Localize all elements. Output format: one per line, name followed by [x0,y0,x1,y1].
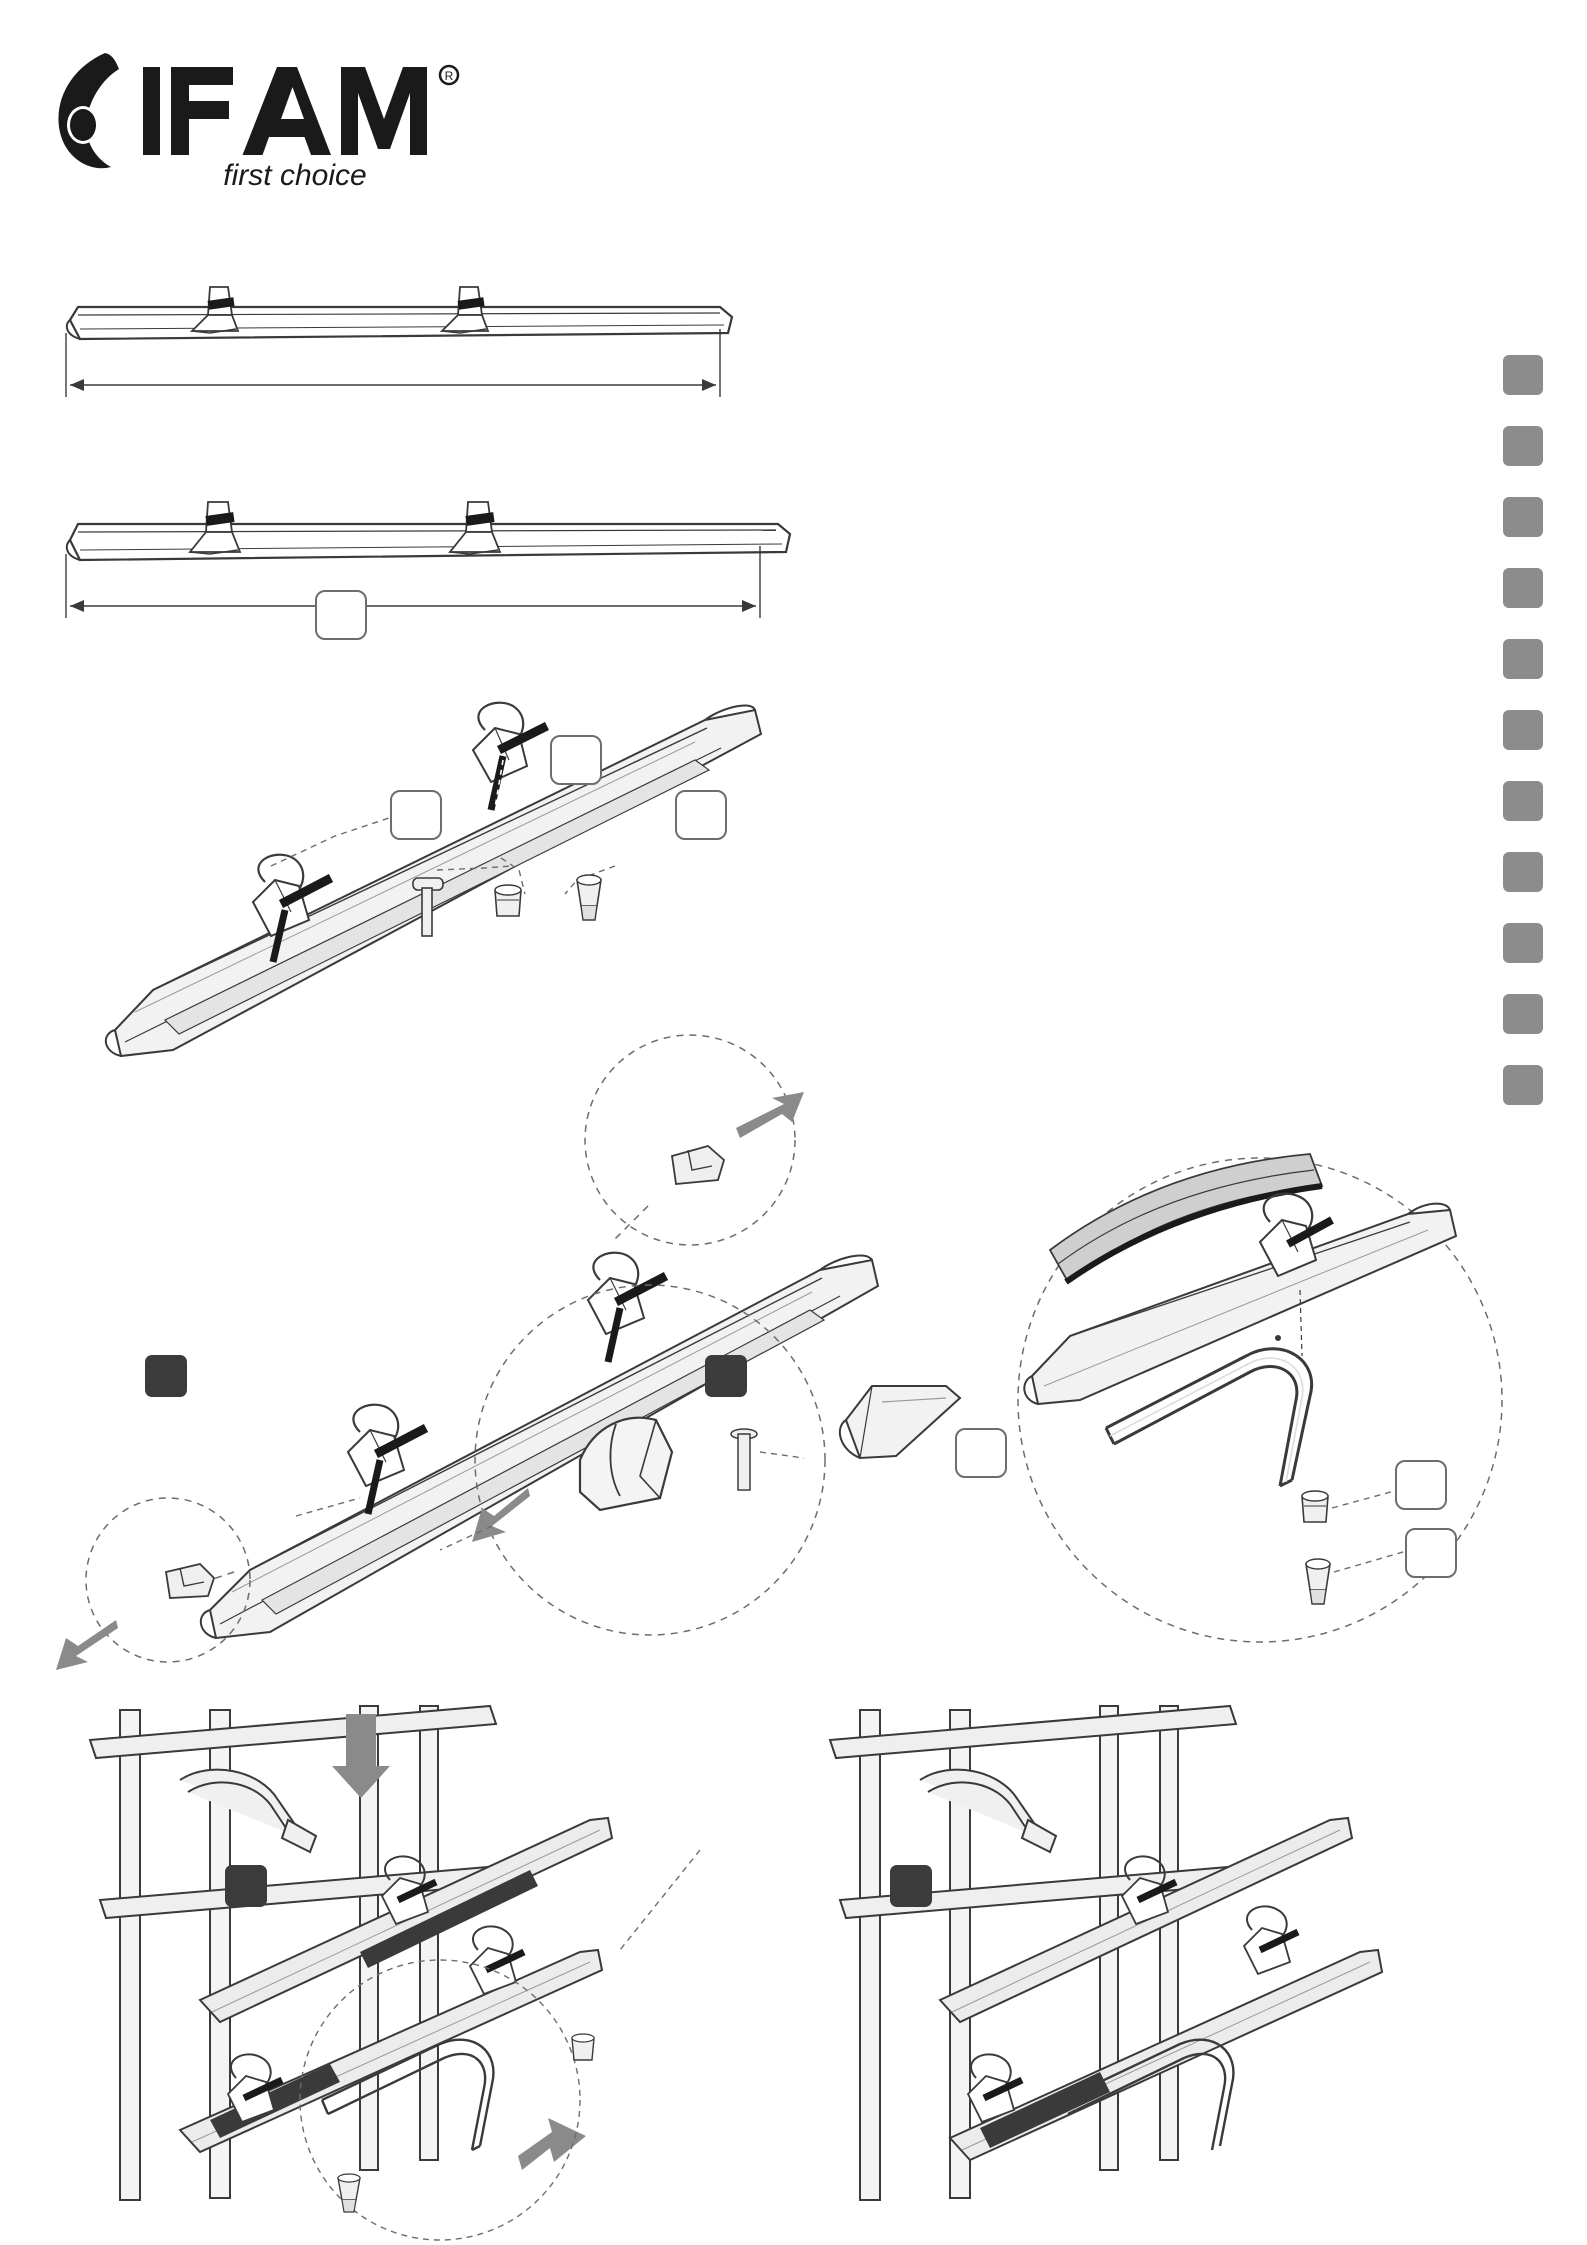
pin-part-center [731,1429,757,1490]
bike-carrier-install-step [60,1700,820,2220]
step-square-2 [1503,426,1543,466]
step-square-6 [1503,710,1543,750]
cap-nut-part-2 [1306,1559,1330,1604]
support-arm [180,1770,316,1852]
fiamma-logo [45,45,465,192]
bike-holder-upper [473,703,547,810]
rail-end-cap-detail [60,1080,960,1700]
support-arm-2 [920,1770,1056,1852]
part-callout-6 [1395,1460,1447,1510]
step-marker-a [145,1355,187,1397]
spacer-part [495,885,521,916]
step-square-4 [1503,568,1543,608]
cap-nut-part [577,875,601,920]
step-square-8 [1503,852,1543,892]
step-indicator-rail [1503,355,1549,1136]
bike-holder-upper-2 [588,1253,666,1362]
arrow-down-right-icon [518,2118,586,2170]
svg-text:R: R [444,69,454,83]
part-callout-2 [390,790,442,840]
arrow-up-right-icon [736,1092,804,1138]
fiamma-flame-logo [58,53,119,168]
part-callout-5 [955,1428,1007,1478]
carrier-rail-dimension-top [60,285,740,455]
carrier-rail-dimension-bottom [60,500,780,680]
step-square-10 [1503,994,1543,1034]
rail-assembly-exploded [95,690,775,1070]
step-square-11 [1503,1065,1543,1105]
end-cap-part-left [166,1564,214,1598]
arrow-down-left-icon [56,1620,118,1670]
step-square-7 [1503,781,1543,821]
part-callout-4 [675,790,727,840]
part-callout-3 [550,735,602,785]
cap-nut-part-3 [338,2174,360,2212]
end-cap-part-small [672,1146,724,1184]
spacer-part-3 [572,2034,594,2060]
step-square-5 [1503,639,1543,679]
step-marker-b [705,1355,747,1397]
holder-b2 [1244,1906,1298,1974]
part-callout-7 [1405,1528,1457,1578]
step-square-3 [1503,497,1543,537]
logo-tagline: first choice [223,159,367,192]
step-square-1 [1503,355,1543,395]
step-square-9 [1503,923,1543,963]
rail-mount-bracket-detail [1010,1180,1530,1680]
spacer-part-2 [1302,1491,1328,1522]
step-marker-c [225,1865,267,1907]
step-marker-d [890,1865,932,1907]
bike-carrier-installed [800,1700,1500,2220]
rail-profile-section [840,1386,960,1458]
part-callout-1 [315,590,367,640]
fiamma-wordmark [143,67,443,155]
carrier-frame [90,1706,506,1918]
